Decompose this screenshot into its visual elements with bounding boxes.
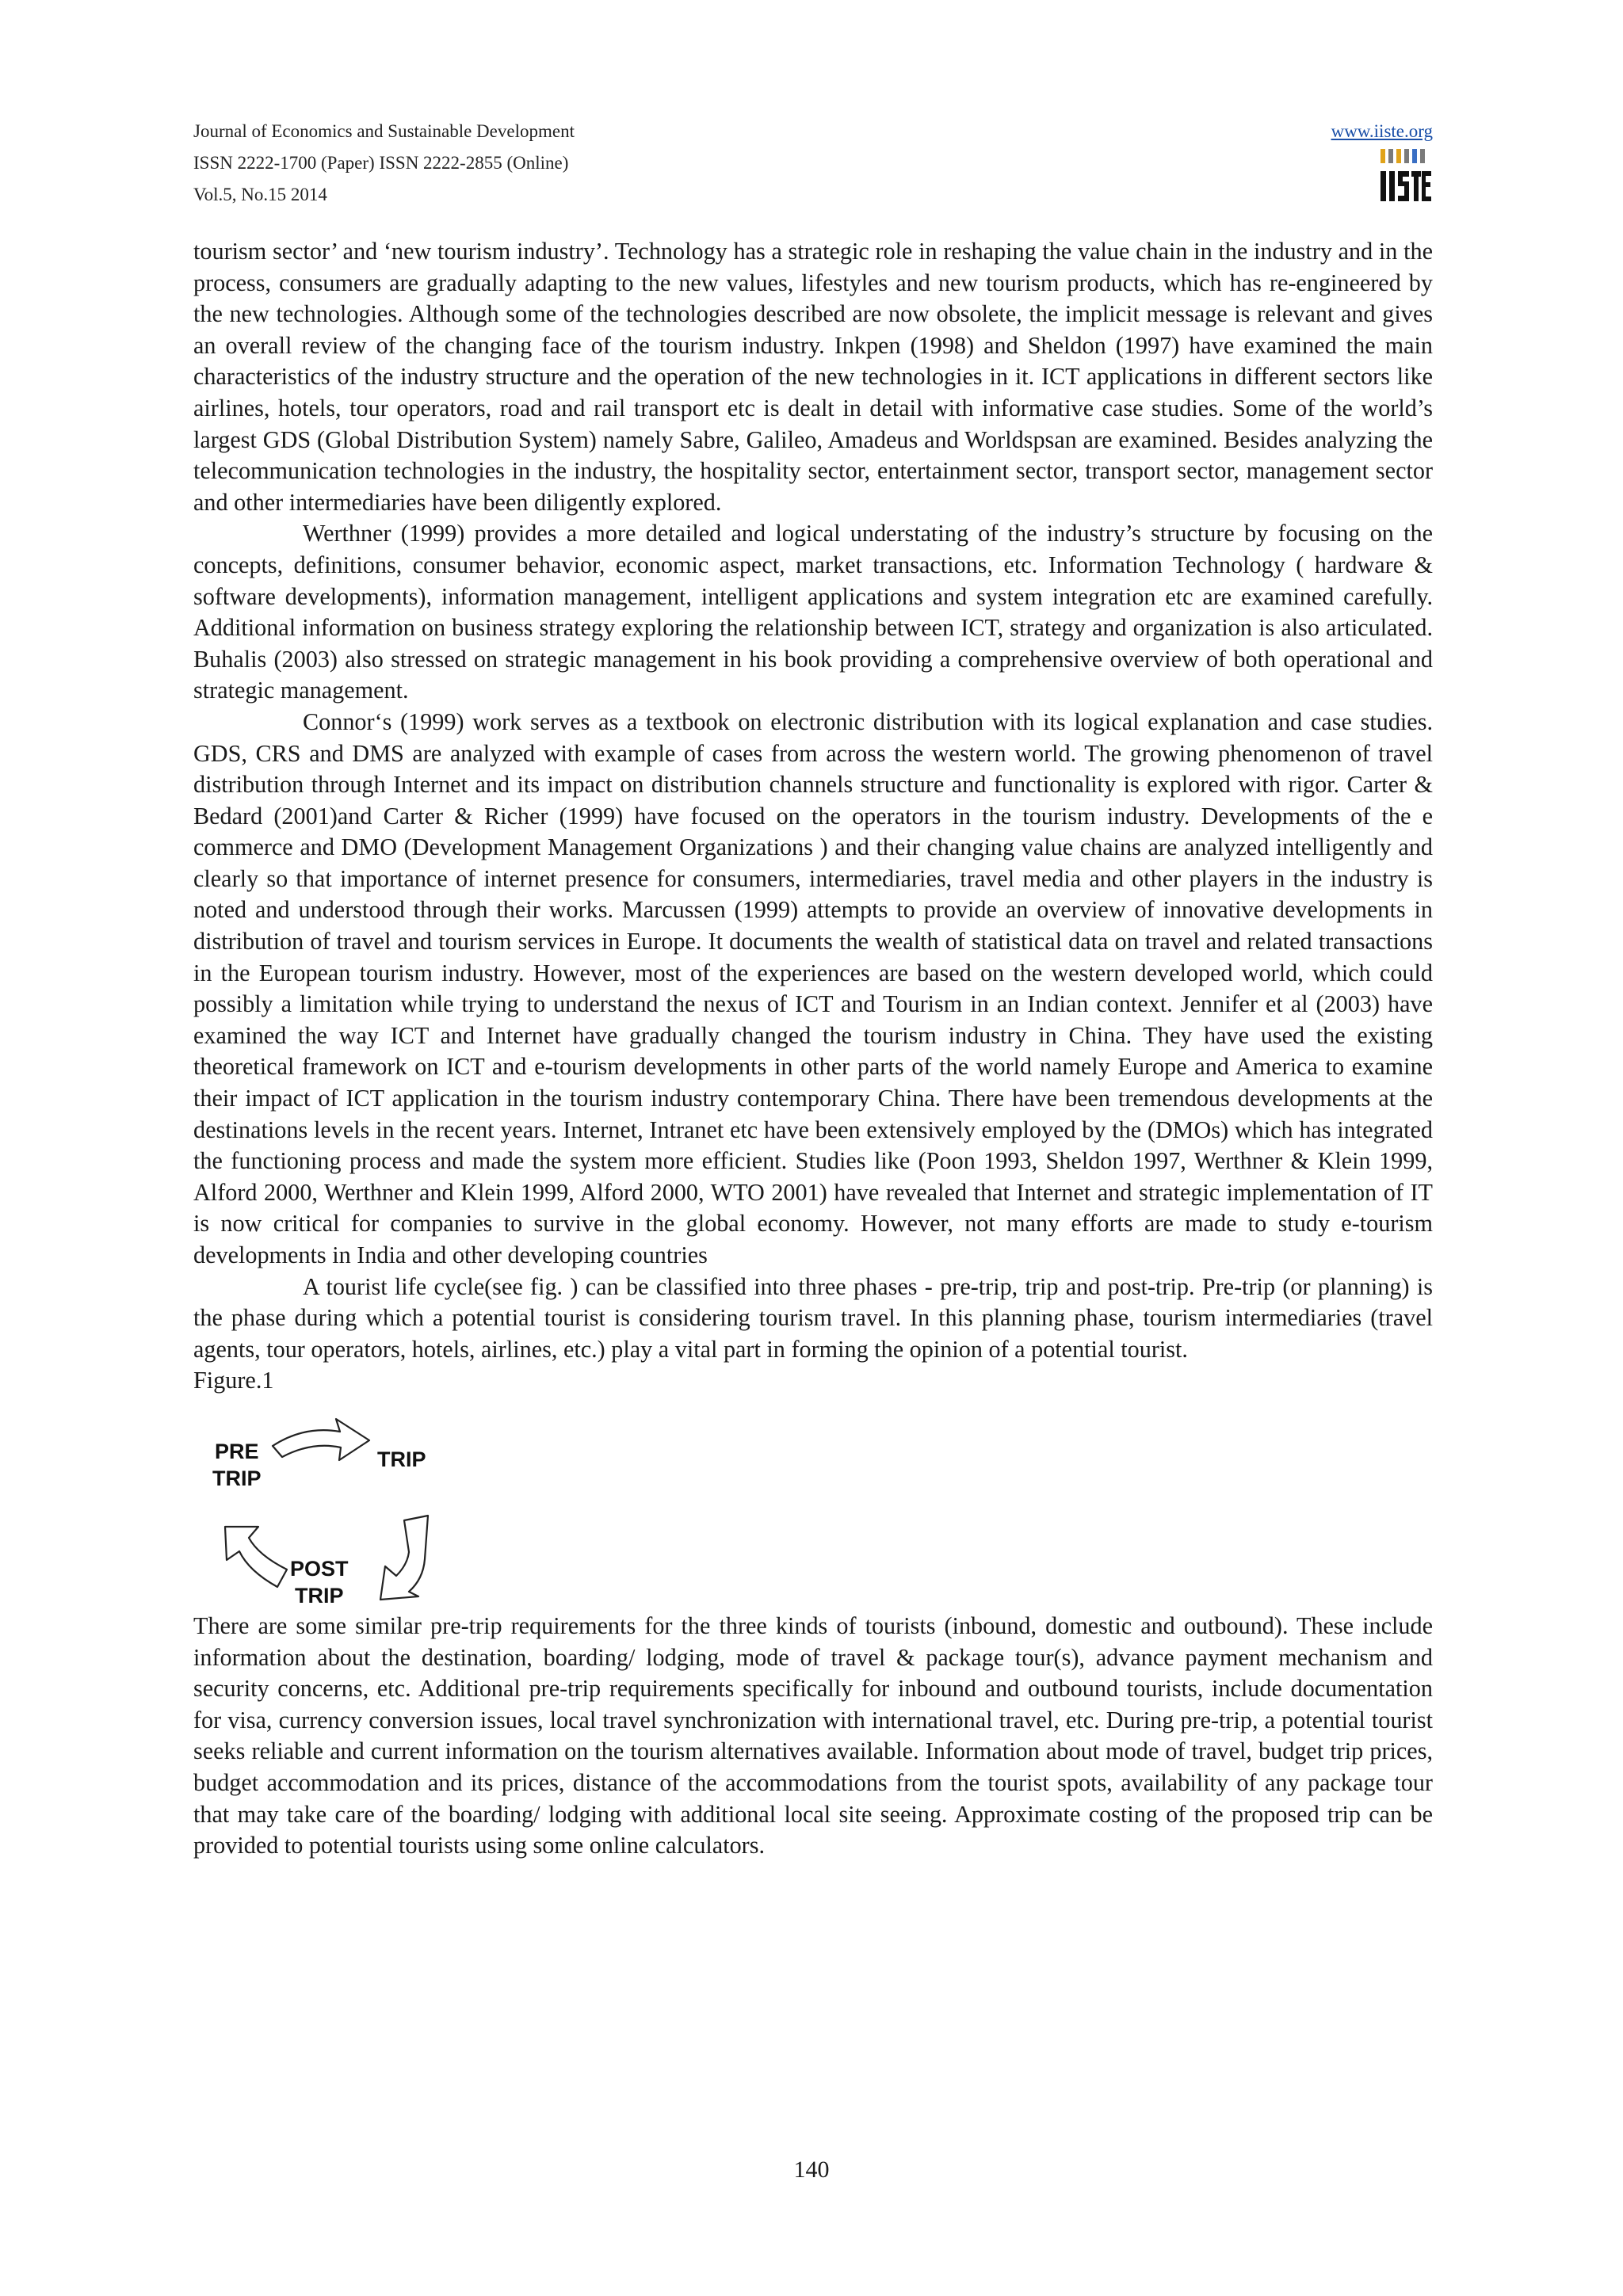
paragraph-werthner: Werthner (1999) provides a more detailed and logical understating of the industry’s structure by focusing on the concepts, definitions, consumer behavior, economic aspect, market transactions, etc. Information Technology ( hardware & software developments), information management, intelligent applications and system integration etc are examined carefully. Additional information on business strategy exploring the relationship between ICT, strategy and organization is also articulated. Buhalis (2003) also stressed on strategic management in his book providing a comprehensive overview of both operational and strategic management. [193,520,1433,704]
journal-website-link[interactable]: www.iiste.org [1331,121,1433,141]
issn-line: ISSN 2222-1700 (Paper) ISSN 2222-2855 (Online) [193,153,569,173]
arrow-pre-to-trip [273,1419,369,1460]
paragraph-pre-trip-requirements: There are some similar pre-trip requirements for the three kinds of tourists (inbound, domestic and outbound). These include information about the destination, boarding/ lodging, mode of travel & package tour(s), advance payment mechanism and security concerns, etc. Additional pre-trip requirements specifically for inbound and outbound tourists, include documentation for visa, currency conversion issues, local travel synchronization with international travel, etc. During pre-trip, a potential tourist seeks reliable and current information on the tourism alternatives available. Information about mode of travel, budget trip prices, budget accommodation and its prices, distance of the accommodations from the tourist spots, availability of any package tour that may take care of the boarding/ lodging with additional local site seeing. Approximate costing of the proposed trip can be provided to potential tourists using some online calculators. [193,1611,1433,1859]
paragraph-continuation: tourism sector’ and ‘new tourism industry’. Technology has a strategic role in reshaping the value chain in the industry and in the process, consumers are gradually adapting to the new values, lifestyles and new tourism products, which has re-engineered by the new technologies. Although some of the technologies described are now obsolete, the implicit message is relevant and gives an overall review of the changing face of the tourism industry. Inkpen (1998) and Sheldon (1997) have examined the main characteristics of the industry structure and the operation of the new technologies in it. ICT applications in different sectors like airlines, hotels, tour operators, road and rail transport etc is dealt in detail with informative case studies. Some of the world’s largest GDS (Global Distribution System) namely Sabre, Galileo, Amadeus and Worldspsan are examined. Besides analyzing the telecommunication technologies in the industry, the hospitality sector, entertainment sector, transport sector, management sector and other intermediaries have been diligently explored. [193,238,1433,516]
figure-caption: Figure.1 [193,1367,274,1394]
article-body [193,236,1433,1862]
paragraph-connor: Connor‘s (1999) work serves as a textbook on electronic distribution with its logical explanation and case studies. GDS, CRS and DMS are analyzed with example of cases from across the western world. The growing phenomenon of travel distribution through Internet and its impact on distribution channels structure and functionality is explored with rigor. Carter & Bedard (2001)and Carter & Richer (1999) have focused on the operators in the tourism industry. Developments of the e commerce and DMO (Development Management Organizations ) and their changing value chains are analyzed intelligently and clearly so that importance of internet presence for consumers, intermediaries, travel media and other players in the industry is noted and understood through their works. Marcussen (1999) attempts to provide an overview of innovative developments in distribution of travel and tourism services in Europe. It documents the wealth of statistical data on travel and related transactions in the European tourism industry. However, most of the experiences are based on the western developed world, which could possibly a limitation while trying to understand the nexus of ICT and Tourism in an Indian context. Jennifer et al (2003) have examined the way ICT and Internet have gradually changed the tourism industry in China. They have used the existing theoretical framework on ICT and e-tourism developments in other parts of the world namely Europe and America to examine their impact of ICT application in the tourism industry contemporary China. There have been tremendous developments at the destinations levels in the recent years. Internet, Intranet etc have been extensively employed by the (DMOs) which has integrated the functioning process and made the system more efficient. Studies like (Poon 1993, Sheldon 1997, Werthner & Klein 1999, Alford 2000, Werthner and Klein 1999, Alford 2000, WTO 2001) have revealed that Internet and strategic implementation of IT is now critical for companies to survive in the global economy. However, not many efforts are made to study e-tourism developments in India and other developing countries [193,707,1433,1268]
arrow-trip-to-post [380,1516,428,1600]
page-number: 140 [793,2157,830,2183]
page-header [193,116,1433,211]
journal-title: Journal of Economics and Sustainable Development [193,121,575,141]
label-pre-trip: PRE TRIP [212,1439,262,1490]
tourist-lifecycle-figure [193,1397,463,1611]
label-post-trip: POST TRIP [290,1556,349,1608]
iiste-logo [1377,147,1433,204]
paragraph-tourist-lifecycle: A tourist life cycle(see fig. ) can be classified into three phases - pre-trip, trip and post-trip. Pre-trip (or planning) is the phase during which a potential tourist is considering tourism travel. In this planning phase, tourism intermediaries (travel agents, tour operators, hotels, airlines, etc.) play a vital part in forming the opinion of a potential tourist. [193,1272,1433,1363]
label-trip: TRIP [377,1447,426,1471]
arrow-post-to-pre [225,1527,287,1587]
volume-line: Vol.5, No.15 2014 [193,185,327,204]
